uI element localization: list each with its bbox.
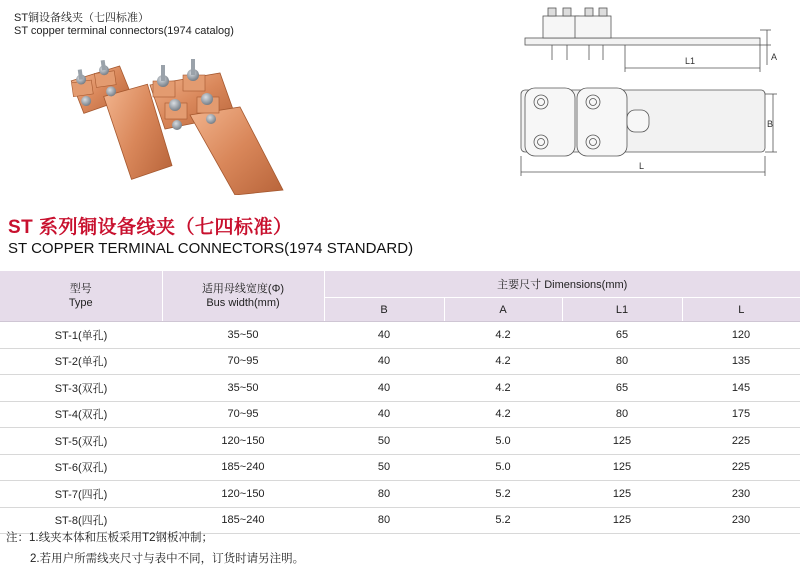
table-row	[0, 454, 800, 481]
table-row	[0, 428, 800, 455]
cell-a: 4.2	[444, 401, 562, 428]
cell-l: 230	[682, 481, 800, 508]
header-bus-width	[162, 271, 324, 322]
header-type-cn: 型号	[69, 283, 92, 295]
cell-l1: 125	[562, 507, 682, 534]
cell-bus: 185~240	[162, 507, 324, 534]
cell-l1: 65	[562, 322, 682, 349]
cell-a: 4.2	[444, 375, 562, 402]
technical-drawing	[505, 0, 800, 195]
cell-l1: 125	[562, 428, 682, 455]
header-dim-b: B	[324, 298, 444, 322]
cell-type: ST-3(双孔)	[0, 375, 162, 402]
dim-label-l: L	[639, 161, 645, 171]
header-type	[0, 271, 162, 322]
cell-b: 80	[324, 481, 444, 508]
table-row	[0, 375, 800, 402]
header-dim-l1: L1	[562, 298, 682, 322]
cell-type: ST-5(双孔)	[0, 428, 162, 455]
cell-b: 40	[324, 401, 444, 428]
cell-l: 230	[682, 507, 800, 534]
cell-a: 4.2	[444, 322, 562, 349]
table-row	[0, 348, 800, 375]
header-dim-a: A	[444, 298, 562, 322]
cell-type: ST-4(双孔)	[0, 401, 162, 428]
cell-l: 145	[682, 375, 800, 402]
cell-l1: 80	[562, 401, 682, 428]
cell-a: 5.0	[444, 454, 562, 481]
note-1: 注：1.线夹本体和压板采用T2钢板冲制；	[6, 532, 214, 544]
cell-bus: 35~50	[162, 375, 324, 402]
header-dimensions: 主要尺寸 Dimensions(mm)	[324, 271, 800, 298]
section-title-english: ST COPPER TERMINAL CONNECTORS(1974 STANDARD)	[8, 240, 414, 257]
cell-l: 175	[682, 401, 800, 428]
product-photo	[55, 55, 290, 195]
header-bus-en: Bus width(mm)	[206, 297, 280, 309]
cell-a: 5.2	[444, 481, 562, 508]
caption-chinese: ST铜设备线夹（七四标准）	[14, 12, 150, 24]
cell-l: 225	[682, 454, 800, 481]
header-type-en: Type	[68, 297, 93, 309]
cell-bus: 185~240	[162, 454, 324, 481]
cell-l1: 125	[562, 454, 682, 481]
cell-b: 40	[324, 322, 444, 349]
section-title-chinese: ST 系列铜设备线夹（七四标准）	[8, 217, 293, 238]
cell-bus: 70~95	[162, 401, 324, 428]
connector-large	[150, 59, 283, 195]
cell-b: 40	[324, 348, 444, 375]
caption-english: ST copper terminal connectors(1974 catalog)	[14, 25, 234, 37]
cell-a: 5.2	[444, 507, 562, 534]
header-bus-cn: 适用母线宽度(Φ)	[201, 283, 285, 295]
cell-b: 80	[324, 507, 444, 534]
cell-type: ST-1(单孔)	[0, 322, 162, 349]
cell-l: 120	[682, 322, 800, 349]
header-dim-l: L	[682, 298, 800, 322]
cell-b: 50	[324, 454, 444, 481]
cell-l1: 80	[562, 348, 682, 375]
cell-bus: 120~150	[162, 481, 324, 508]
table-row	[0, 401, 800, 428]
dim-label-l1: L1	[685, 56, 696, 66]
cell-b: 40	[324, 375, 444, 402]
dim-label-b: B	[767, 119, 774, 129]
table-row	[0, 322, 800, 349]
cell-b: 50	[324, 428, 444, 455]
cell-l: 225	[682, 428, 800, 455]
cell-bus: 70~95	[162, 348, 324, 375]
cell-a: 5.0	[444, 428, 562, 455]
cell-type: ST-8(四孔)	[0, 507, 162, 534]
cell-a: 4.2	[444, 348, 562, 375]
cell-bus: 35~50	[162, 322, 324, 349]
spec-table	[0, 271, 800, 534]
cell-l: 135	[682, 348, 800, 375]
cell-bus: 120~150	[162, 428, 324, 455]
cell-type: ST-2(单孔)	[0, 348, 162, 375]
cell-type: ST-6(双孔)	[0, 454, 162, 481]
cell-l1: 125	[562, 481, 682, 508]
table-row	[0, 481, 800, 508]
cell-type: ST-7(四孔)	[0, 481, 162, 508]
cell-l1: 65	[562, 375, 682, 402]
connector-small	[69, 55, 173, 186]
note-2: 2.若用户所需线夹尺寸与表中不同，订货时请另注明。	[30, 553, 305, 565]
dim-label-a: A	[771, 52, 778, 62]
